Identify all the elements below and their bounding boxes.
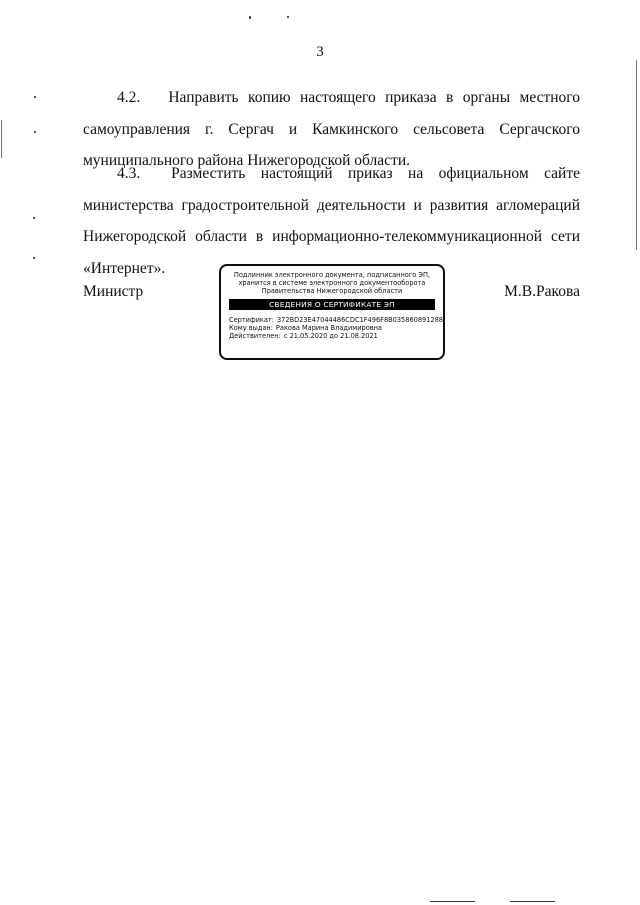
stamp-header-line: Подлинник электронного документа, подписанного ЭП, <box>233 271 431 279</box>
paragraph-number: 4.3. <box>117 165 141 182</box>
scan-speck <box>33 257 35 259</box>
paragraph-text: Разместить настоящий приказ на официальном сайте министерства градостроительной деятельности и развития агломераций Нижегородской области в информационно-телекоммуникационной сети «Интернет». <box>83 165 580 277</box>
stamp-title-bar: СВЕДЕНИЯ О СЕРТИФИКАТЕ ЭП <box>229 299 435 310</box>
stamp-header-line: хранится в системе электронного документооборота <box>238 279 426 287</box>
signatory-position: Министр <box>83 283 144 300</box>
electronic-signature-stamp <box>219 264 445 360</box>
certificate-label: Сертификат: <box>229 316 274 324</box>
signatory-name: М.В.Ракова <box>504 283 580 300</box>
stamp-details <box>229 316 443 340</box>
scan-edge-line <box>636 60 637 250</box>
certificate-value: 372BD23E47044486CDC1F496F8B035860891288 <box>276 316 444 324</box>
paragraph-number: 4.2. <box>117 89 141 106</box>
scan-speck <box>34 96 36 98</box>
owner-value: Ракова Марина Владимировна <box>275 324 382 332</box>
scan-edge-line <box>510 901 555 902</box>
scan-speck <box>287 16 289 18</box>
page-number: 3 <box>316 44 324 60</box>
stamp-header-line: Правительства Нижегородской области <box>261 287 403 295</box>
scan-edge-line <box>430 901 475 902</box>
stamp-owner-row <box>229 324 443 332</box>
stamp-header <box>221 271 443 295</box>
paragraph-text: Направить копию настоящего приказа в органы местного самоуправления г. Сергач и Камкинского сельсовета Сергачского муниципального района Нижегородской области. <box>83 89 581 169</box>
scan-speck <box>34 131 36 133</box>
stamp-validity-row <box>229 332 443 340</box>
scan-speck <box>33 217 35 219</box>
owner-label: Кому выдан: <box>229 324 273 332</box>
validity-value: с 21.05.2020 до 21.08.2021 <box>283 332 378 340</box>
scan-speck <box>249 16 251 19</box>
scan-edge-line <box>1 120 2 158</box>
validity-label: Действителен: <box>229 332 281 340</box>
stamp-certificate-row <box>229 316 443 324</box>
